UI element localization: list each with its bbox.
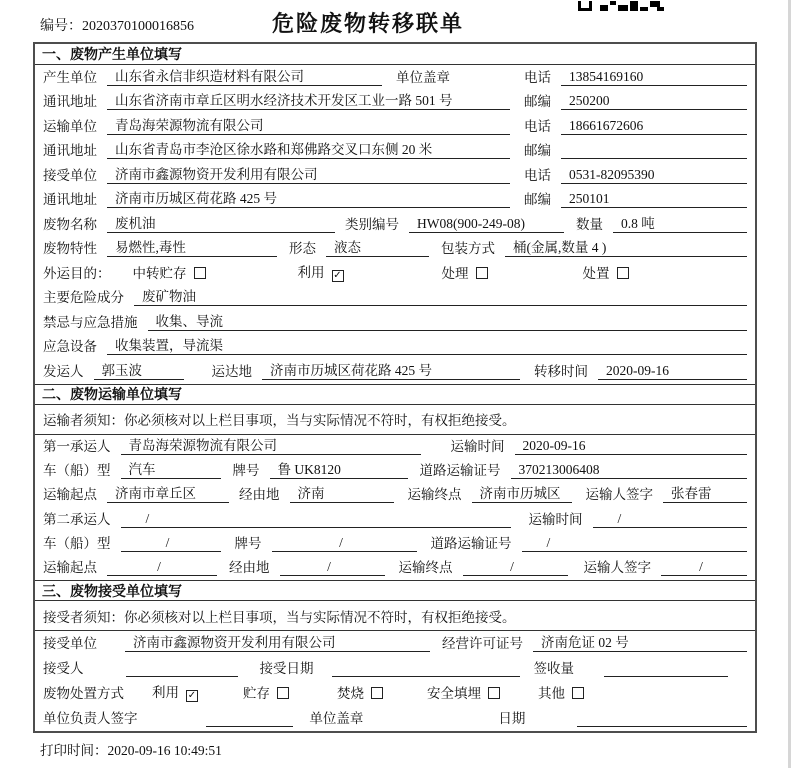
measures-value: 收集、导流 [148,310,748,331]
checkbox-incinerate [371,687,383,699]
row-emergency-measures [35,310,755,335]
signed-quantity-label: 签收量 [533,661,574,677]
row-receive-address [35,188,755,213]
transport-unit-label: 运输单位 [43,118,97,134]
section-receiver [35,580,755,731]
row-second-carrier [35,507,755,531]
measures-label: 禁忌与应急措施 [43,314,138,330]
phone-label: 电话 [524,69,551,85]
hazard-value: 废矿物油 [134,285,747,306]
quantity-label: 数量 [576,216,603,232]
produce-unit-value: 山东省永信非织造材料有限公司 [107,65,382,86]
checkbox-storage [277,687,289,699]
road-license-label: 道路运输证号 [430,535,512,551]
section-transporter [35,384,755,581]
option-label: 利用 [152,685,179,701]
row-first-carrier [35,435,755,459]
transfer-time-label: 转移时间 [534,363,588,379]
document-header [0,0,796,42]
checkbox-treat [476,267,488,279]
destination-value: 济南市历城区荷花路 425 号 [262,359,520,380]
row-produce-address [35,90,755,115]
route-end-value: / [463,559,568,576]
postal-value: 250200 [561,93,747,110]
page-right-edge [788,0,791,768]
phone-value: 18661672606 [561,118,747,135]
route-via-value: 济南 [290,482,394,503]
carrier-sign-value: 张春雷 [663,482,747,503]
destination-label: 运达地 [211,363,252,379]
row-emergency-equipment [35,335,755,360]
checkbox-utilize: ✓ [187,690,197,702]
section3-header: 三、废物接受单位填写 [35,580,755,601]
row-outbound-purpose [35,261,755,286]
row-produce-unit [35,65,755,90]
first-carrier-value: 青岛海荣源物流有限公司 [121,434,421,455]
category-label: 类别编号 [345,216,399,232]
address-value: 山东省青岛市李沧区徐水路和郑佛路交叉口东侧 20 米 [107,138,510,159]
receive-unit-value: 济南市鑫源物资开发利用有限公司 [107,163,510,184]
option-label: 其他 [538,686,565,702]
purpose-option-transfer-storage [133,262,206,282]
row-transport-address [35,139,755,164]
plate-value: / [272,535,417,552]
serial-number: 2020370100016856 [82,19,194,34]
checkbox-dispose [617,267,629,279]
checkbox-landfill [488,687,500,699]
route-start-label: 运输起点 [43,560,97,576]
disposal-label: 废物处置方式 [43,686,124,702]
waste-name-label: 废物名称 [43,216,97,232]
purpose-option-treat [442,262,488,282]
route-end-label: 运输终点 [398,560,453,576]
vehicle-type-value: 汽车 [121,458,221,479]
option-label: 贮存 [243,686,270,702]
road-license-value: 370213006408 [511,462,748,479]
vehicle-type-label: 车（船）型 [43,463,111,479]
postal-value [561,144,747,159]
transport-time-label: 运输时间 [450,438,505,454]
checkbox-utilize: ✓ [333,269,342,281]
option-label: 焚烧 [337,686,364,702]
address-value: 山东省济南市章丘区明水经济技术开发区工业一路 501 号 [107,89,510,110]
produce-unit-label: 产生单位 [43,69,97,85]
transfer-time-value: 2020-09-16 [598,363,747,380]
route-start-label: 运输起点 [43,487,97,503]
carrier-sign-value: / [661,559,747,576]
hazard-label: 主要危险成分 [43,290,124,305]
waste-property-value: 易燃性,毒性 [107,236,277,257]
option-label: 安全填埋 [427,686,481,702]
route-via-label: 经由地 [239,487,280,503]
address-label: 通讯地址 [43,94,97,109]
waste-property-label: 废物特性 [43,241,97,256]
phone-value: 13854169160 [561,69,747,86]
category-value: HW08(900-249-08) [409,216,564,233]
carrier-sign-label: 运输人签字 [583,560,651,576]
purpose-label: 外运目的： [43,265,111,281]
signed-quantity-value [604,662,728,677]
print-time-value: 2020-09-16 10:49:51 [107,743,222,759]
transporter-notice: 运输者须知：你必须核对以上栏目事项，当与实际情况不符时，有权拒绝接受。 [35,405,755,435]
plate-label: 牌号 [234,535,262,551]
row-receiving-unit [35,631,755,656]
route-via-label: 经由地 [229,560,270,576]
receiver-value [126,662,238,677]
package-value: 桶(金属,数量 4 ) [505,236,747,257]
road-license-value: / [522,535,748,552]
row-transport-unit [35,114,755,139]
row-waste-name [35,212,755,237]
equipment-label: 应急设备 [43,339,97,354]
postal-label: 邮编 [524,192,551,207]
disposal-option-other [538,682,584,702]
unit-stamp-label: 单位盖章 [309,711,364,727]
address-value: 济南市历城区荷花路 425 号 [107,187,510,208]
postal-label: 邮编 [524,94,551,109]
print-time-line [40,739,796,759]
purpose-option-dispose [583,262,629,282]
row-route-1 [35,483,755,507]
receive-date-label: 接受日期 [259,661,314,677]
carrier-sign-label: 运输人签字 [585,487,653,503]
operating-license-value: 济南危证 02 号 [533,631,747,652]
operating-license-label: 经营许可证号 [442,636,523,652]
receive-unit-label: 接受单位 [43,167,97,183]
form-label: 形态 [289,241,316,256]
form-value: 液态 [326,236,429,257]
shipper-value: 郭玉波 [94,359,184,380]
second-carrier-label: 第二承运人 [43,511,111,527]
transport-unit-value: 青岛海荣源物流有限公司 [107,114,510,135]
phone-label: 电话 [524,118,551,134]
section2-header: 二、废物运输单位填写 [35,384,755,405]
transport-time-value: / [593,511,748,528]
row-vehicle-2 [35,532,755,556]
quantity-value: 0.8 吨 [613,212,747,233]
disposal-option-incinerate [337,682,383,702]
responsible-sign-value [206,712,294,727]
checkbox-other [572,687,584,699]
row-shipper [35,359,755,384]
qr-code-fragment-icon [578,0,664,16]
receiving-unit-label: 接受单位 [43,636,97,652]
route-end-value: 济南市历城区 [472,482,572,503]
address-label: 通讯地址 [43,143,97,158]
option-label: 处置 [582,265,610,281]
option-label: 中转贮存 [132,265,187,281]
waste-name-value: 废机油 [107,212,335,233]
transport-time-value: 2020-09-16 [515,438,748,455]
checkbox-transfer-storage [194,267,206,279]
row-disposal-method [35,681,755,706]
disposal-option-landfill [427,682,500,702]
route-start-value: 济南市章丘区 [107,482,229,503]
route-start-value: / [107,559,217,576]
plate-label: 牌号 [232,463,260,479]
option-label: 处理 [441,265,469,281]
print-time-label: 打印时间： [40,743,108,759]
plate-value: 鲁 UK8120 [270,458,408,479]
purpose-option-utilize [298,261,344,282]
postal-value: 250101 [561,191,747,208]
serial-label: 编号： [40,19,82,34]
receiver-label: 接受人 [43,661,84,677]
vehicle-type-label: 车（船）型 [43,535,111,551]
row-hazard-component [35,286,755,311]
option-label: 利用 [297,264,325,280]
receiving-unit-value: 济南市鑫源物资开发利用有限公司 [125,631,430,652]
phone-label: 电话 [524,167,551,183]
section-producer [35,44,755,384]
row-receiver-person [35,656,755,681]
row-route-2 [35,556,755,580]
responsible-sign-label: 单位负责人签字 [43,711,138,727]
postal-label: 邮编 [524,143,551,158]
vehicle-type-value: / [121,535,221,552]
road-license-label: 道路运输证号 [419,463,501,479]
transfer-manifest-form [33,42,757,733]
row-responsible-signature [35,706,755,731]
route-via-value: / [280,559,385,576]
address-label: 通讯地址 [43,192,97,207]
receive-date-value [332,662,520,677]
shipper-label: 发运人 [43,363,84,379]
route-end-label: 运输终点 [407,487,462,503]
receiver-notice: 接受者须知：你必须核对以上栏目事项，当与实际情况不符时，有权拒绝接受。 [35,601,755,631]
transport-time-label: 运输时间 [528,511,583,527]
row-receive-unit [35,163,755,188]
row-waste-property [35,237,755,262]
first-carrier-label: 第一承运人 [43,438,111,454]
package-label: 包装方式 [441,241,495,256]
equipment-value: 收集装置，导流渠 [107,334,747,355]
page-title: 危险废物转移联单 [271,11,464,36]
unit-stamp-label: 单位盖章 [396,69,450,85]
disposal-option-storage [243,682,289,702]
row-vehicle-1 [35,459,755,483]
phone-value: 0531-82095390 [561,167,747,184]
disposal-option-utilize [152,681,198,702]
second-carrier-value: / [121,511,511,528]
section1-header: 一、废物产生单位填写 [35,44,755,65]
date-value [577,712,747,727]
date-label: 日期 [498,711,526,727]
